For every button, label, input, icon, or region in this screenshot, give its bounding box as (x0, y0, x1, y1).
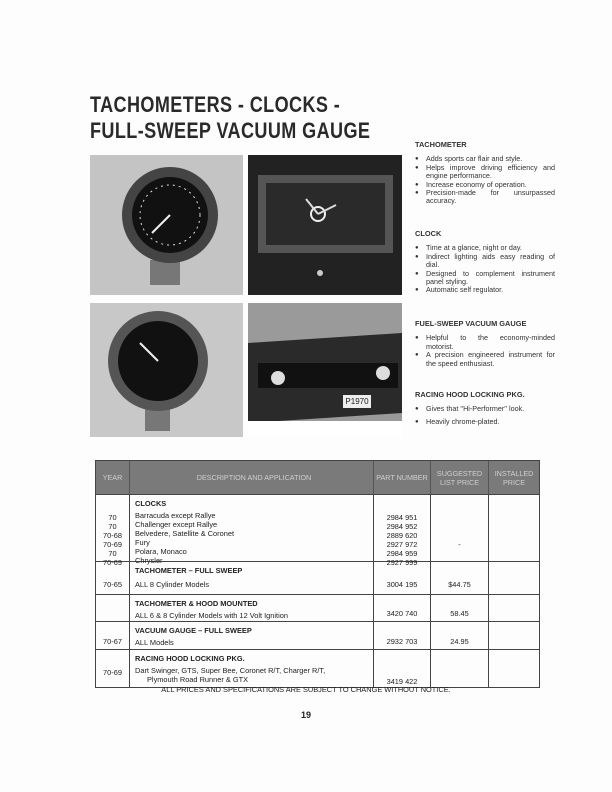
part-number: 3420 740 (374, 595, 431, 621)
price-table (95, 460, 540, 688)
feature-bullet: ● Automatic self regulator. (415, 286, 555, 294)
table-row-vacuum-gauge (96, 621, 539, 649)
description: ALL 6 & 8 Cylinder Models with 12 Volt Ignition (135, 611, 288, 620)
feature-bullet: ● Adds sports car flair and style. (415, 155, 555, 163)
feature-vacuum-gauge (415, 320, 555, 368)
feature-hood-lock (415, 391, 555, 426)
feature-bullet: ● Indirect lighting aids easy reading of dial. (415, 253, 555, 270)
part-number: 2984 959 (386, 549, 418, 558)
description: Barracuda except Rallye (135, 511, 216, 520)
feature-heading: CLOCK (415, 229, 442, 238)
page-title-line1: TACHOMETERS - CLOCKS - (90, 92, 341, 117)
header-year: YEAR (96, 461, 130, 494)
description: Fury (135, 538, 150, 547)
feature-bullet: ● Gives that ''Hi-Performer'' look. (415, 405, 555, 413)
clock-photo (248, 155, 402, 295)
feature-bullet: ● A precision engineered instrument for the speed enthusiast. (415, 351, 555, 368)
description: ALL Models (135, 638, 174, 647)
header-installed-price: INSTALLED PRICE (494, 468, 534, 487)
year: 70-65 (96, 562, 130, 594)
part-number: 2932 703 (374, 622, 431, 649)
table-header (96, 461, 539, 494)
year: 70-69 (103, 540, 122, 549)
part-number: 2927 972 (386, 540, 418, 549)
year: 70 (108, 549, 117, 558)
section-title: VACUUM GAUGE – FULL SWEEP (135, 626, 252, 635)
description: Challenger except Rallye (135, 520, 218, 529)
list-price (431, 650, 489, 687)
feature-heading: FUEL-SWEEP VACUUM GAUGE (415, 319, 527, 328)
page-number: 19 (300, 710, 311, 720)
header-list-price: SUGGESTED LIST PRICE (431, 461, 489, 494)
section-title: RACING HOOD LOCKING PKG. (135, 654, 245, 663)
car-photo (248, 303, 402, 437)
hood-tachometer-photo (90, 303, 243, 437)
year: 70 (108, 522, 117, 531)
list-price: 58.45 (431, 595, 489, 621)
year: 70-69 (103, 558, 122, 567)
feature-bullet: ● Precision-made for unsurpassed accuracy. (415, 189, 555, 206)
list-price: 24.95 (431, 622, 489, 649)
table-row-hood-tachometer (96, 594, 539, 621)
feature-bullet: ● Helps improve driving efficiency and engine performance. (415, 164, 555, 181)
year: 70 (108, 513, 117, 522)
header-part-number: PART NUMBER (374, 461, 431, 494)
table-row-tachometer (96, 561, 539, 594)
feature-bullet: ● Helpful to the economy-minded motorist. (415, 334, 555, 351)
description: Chrysler (135, 556, 163, 565)
feature-tachometer (415, 141, 555, 206)
feature-clock (415, 230, 555, 295)
list-price: - (431, 495, 489, 561)
section-title: TACHOMETER & HOOD MOUNTED (135, 599, 258, 608)
part-number: 3004 195 (374, 562, 431, 594)
year: 70-68 (103, 531, 122, 540)
section-title: CLOCKS (135, 499, 167, 508)
page-title-line2: FULL-SWEEP VACUUM GAUGE (90, 118, 371, 143)
table-row-clocks (96, 494, 539, 567)
description: Polara, Monaco (135, 547, 187, 556)
tachometer-photo (90, 155, 243, 295)
year: 70-69 (96, 650, 130, 687)
part-number: 2927 999 (386, 558, 418, 567)
year (96, 595, 130, 621)
table-row-hood-lock (96, 649, 539, 687)
feature-bullet: ● Heavily chrome-plated. (415, 418, 555, 426)
part-number: 2889 620 (386, 531, 418, 540)
disclaimer: ALL PRICES AND SPECIFICATIONS ARE SUBJECT TO CHANGE WITHOUT NOTICE. (161, 685, 451, 694)
feature-heading: TACHOMETER (415, 140, 467, 149)
part-number: 2984 951 (386, 513, 418, 522)
part-number: 2984 952 (386, 522, 418, 531)
feature-heading: RACING HOOD LOCKING PKG. (415, 390, 525, 399)
feature-bullet: ● Designed to complement instrument panel styling. (415, 270, 555, 287)
description: Plymouth Road Runner & GTX (147, 675, 249, 684)
section-title: TACHOMETER – FULL SWEEP (135, 566, 243, 575)
feature-bullet: ● Increase economy of operation. (415, 181, 555, 189)
feature-bullet: ● Time at a glance, night or day. (415, 244, 555, 252)
description: Belvedere, Satellite & Coronet (135, 529, 235, 538)
description: ALL 8 Cylinder Models (135, 580, 210, 589)
header-description: DESCRIPTION AND APPLICATION (130, 461, 374, 494)
license-plate: P1970 (343, 395, 371, 408)
description: Dart Swinger, GTS, Super Bee, Coronet R/T, Charger R/T, (135, 666, 326, 675)
year: 70-67 (96, 622, 130, 649)
part-number: 3419 422 (374, 650, 431, 687)
list-price: $44.75 (431, 562, 489, 594)
